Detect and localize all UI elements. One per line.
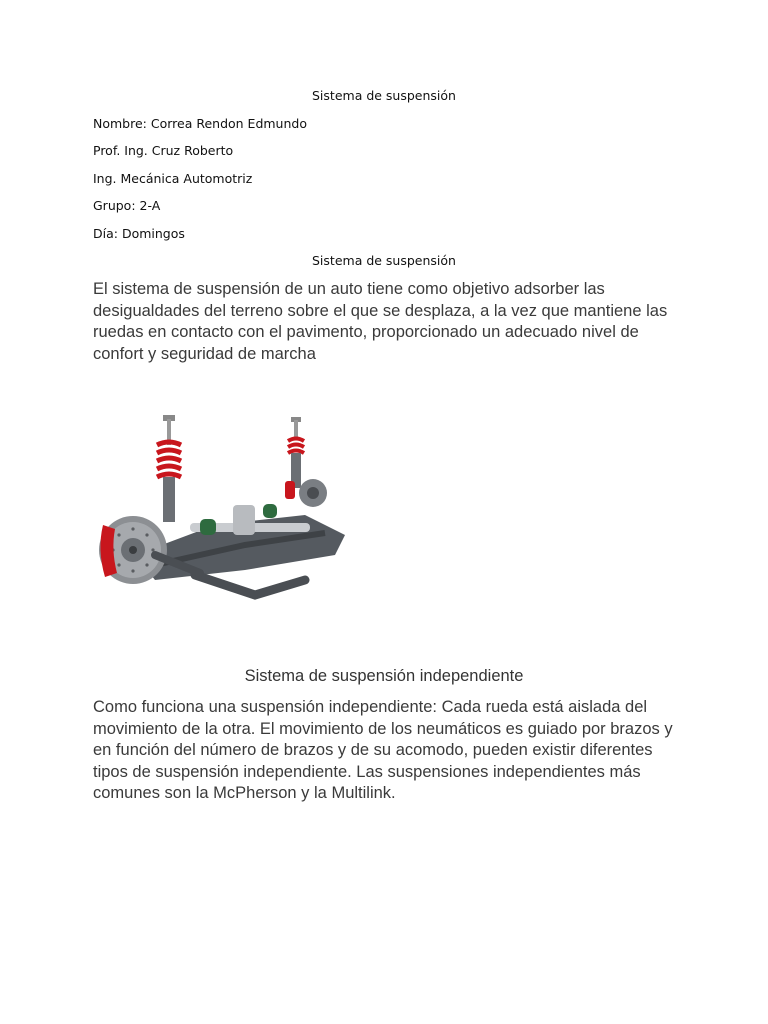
professor-name: Prof. Ing. Cruz Roberto [93, 143, 234, 158]
independent-suspension-title: Sistema de suspensión independiente [244, 667, 524, 685]
student-name: Nombre: Correa Rendon Edmundo [93, 116, 307, 131]
suspension-assembly-icon [95, 405, 357, 627]
group: Grupo: 2-A [93, 198, 161, 213]
day: Día: Domingos [93, 226, 185, 241]
intro-paragraph: El sistema de suspensión de un auto tiene como objetivo adsorber las desigualdades del terreno sobre el que se desplaza, a la vez que mantiene las ruedas en contacto con el pavimento, proporcionado un adecuado nivel de confort y seguridad de marcha [93, 280, 668, 363]
degree-program: Ing. Mecánica Automotriz [93, 171, 253, 186]
independent-suspension-paragraph: Como funciona una suspensión independiente: Cada rueda está aislada del movimiento de la otra. El movimiento de los neumáticos es guiado por brazos y en función del número de brazos y de su acomodo, pueden existir diferentes tipos de suspensión independiente. Las suspensiones independientes más comunes son la McPherson y la Multilink. [93, 698, 673, 802]
section-title: Sistema de suspensión [312, 253, 456, 268]
suspension-figure [95, 405, 357, 627]
document-title: Sistema de suspensión [312, 88, 456, 103]
